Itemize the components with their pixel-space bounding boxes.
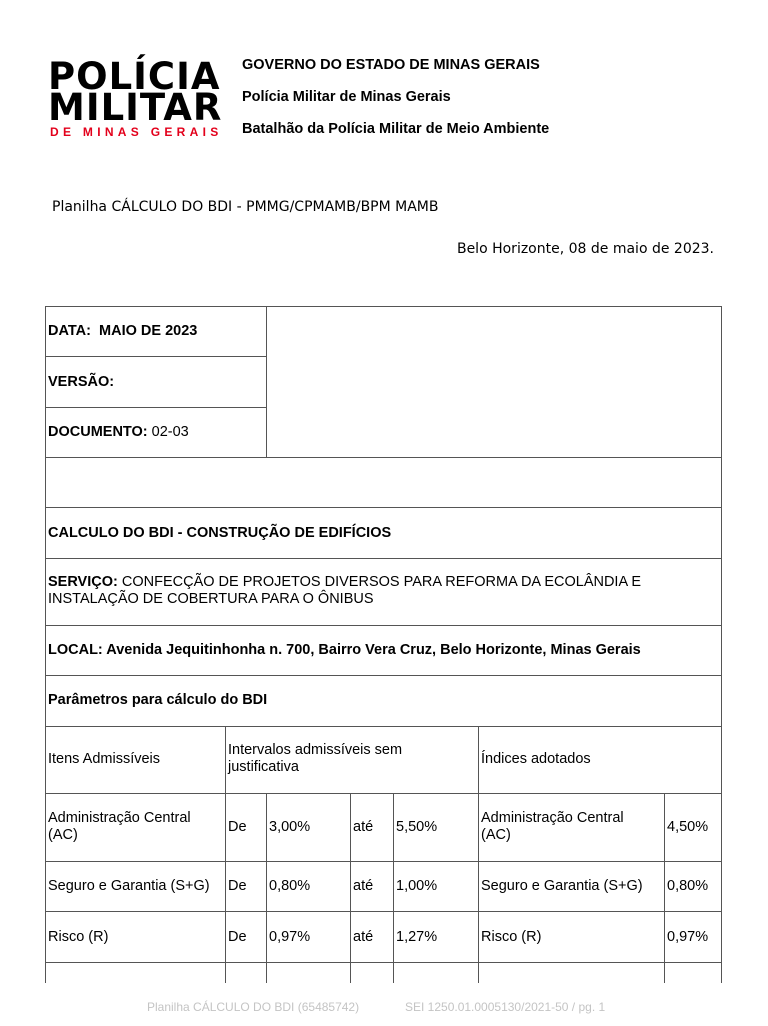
- row-r-min: 0,97%: [269, 929, 311, 945]
- row-r-index: Risco (R): [481, 929, 542, 945]
- data-label: DATA: MAIO DE 2023: [48, 323, 198, 339]
- bdi-table: [45, 306, 722, 1026]
- servico-line-1: SERVIÇO: CONFECÇÃO DE PROJETOS DIVERSOS PARA REFORMA DA ECOLÂNDIA E: [48, 574, 642, 590]
- documento-label: DOCUMENTO: 02-03: [48, 424, 189, 440]
- row-sg-item: Seguro e Garantia (S+G): [48, 878, 210, 894]
- row-sg-de: De: [228, 878, 247, 894]
- row-ac-de: De: [228, 819, 247, 835]
- params-title: Parâmetros para cálculo do BDI: [48, 692, 268, 708]
- col-intervalos-line-1: Intervalos admissíveis sem: [228, 742, 403, 758]
- versao-label: VERSÃO:: [48, 374, 115, 390]
- row-r-value: 0,97%: [667, 929, 709, 945]
- logo-line-3: DE MINAS GERAIS: [50, 125, 223, 139]
- row-r-ate: até: [353, 929, 374, 945]
- row-ac-min: 3,00%: [269, 819, 311, 835]
- footer-sei-ref: SEI 1250.01.0005130/2021-50 / pg. 1: [405, 1000, 606, 1014]
- header-police: Polícia Militar de Minas Gerais: [242, 89, 451, 105]
- row-ac-item-line-2: (AC): [48, 827, 78, 843]
- row-r-item: Risco (R): [48, 929, 109, 945]
- local-text: LOCAL: Avenida Jequitinhonha n. 700, Bairro Vera Cruz, Belo Horizonte, Minas Gerais: [48, 642, 641, 658]
- row-ac-item-line-1: Administração Central: [48, 810, 191, 826]
- logo-line-2: MILITAR: [48, 86, 223, 129]
- col-intervalos-line-2: justificativa: [228, 759, 299, 775]
- row-sg-index: Seguro e Garantia (S+G): [481, 878, 643, 894]
- pmmg-logo: [48, 55, 248, 139]
- servico-line-2: INSTALAÇÃO DE COBERTURA PARA O ÔNIBUS: [48, 591, 374, 607]
- row-r-max: 1,27%: [396, 929, 438, 945]
- row-sg-max: 1,00%: [396, 878, 438, 894]
- row-sg-min: 0,80%: [269, 878, 311, 894]
- logo-line-1: POLÍCIA: [48, 55, 221, 98]
- header-battalion: Batalhão da Polícia Militar de Meio Ambiente: [242, 121, 550, 137]
- document-date: Belo Horizonte, 08 de maio de 2023.: [456, 241, 714, 257]
- row-ac-index-line-1: Administração Central: [481, 810, 624, 826]
- row-ac-ate: até: [353, 819, 374, 835]
- footer-doc-ref: Planilha CÁLCULO DO BDI (65485742): [147, 1000, 360, 1014]
- row-ac-value: 4,50%: [667, 819, 709, 835]
- col-indices: Índices adotados: [481, 751, 591, 767]
- row-sg-ate: até: [353, 878, 374, 894]
- calc-title: CALCULO DO BDI - CONSTRUÇÃO DE EDIFÍCIOS: [48, 525, 392, 541]
- row-ac-index-line-2: (AC): [481, 827, 511, 843]
- header-government: GOVERNO DO ESTADO DE MINAS GERAIS: [242, 57, 540, 73]
- row-r-de: De: [228, 929, 247, 945]
- row-sg-value: 0,80%: [667, 878, 709, 894]
- row-ac-max: 5,50%: [396, 819, 438, 835]
- document-title: Planilha CÁLCULO DO BDI - PMMG/CPMAMB/BPM MAMB: [52, 199, 439, 215]
- col-itens: Itens Admissíveis: [48, 751, 161, 767]
